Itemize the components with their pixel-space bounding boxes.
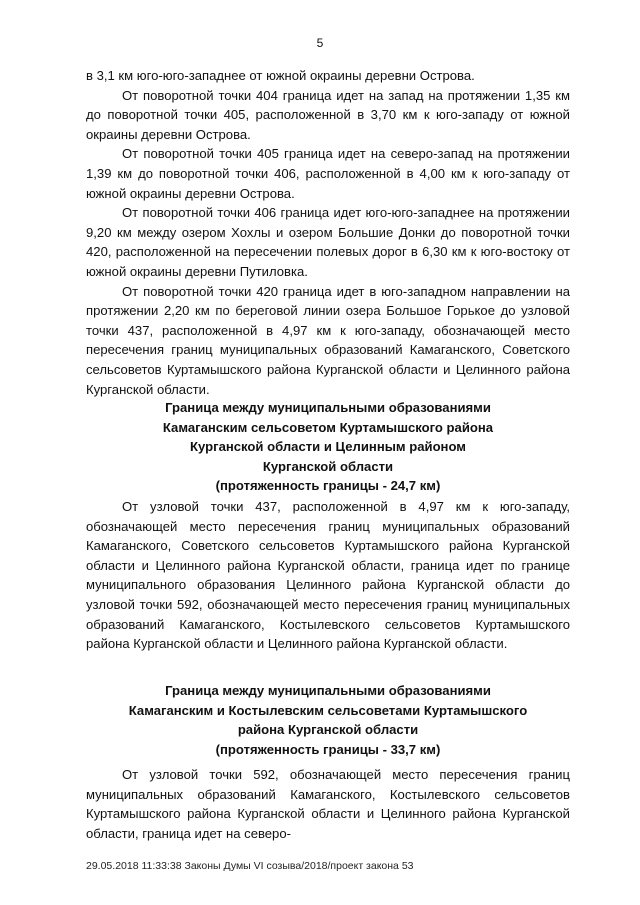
paragraph: От поворотной точки 405 граница идет на северо-запад на протяжении 1,39 км до поворотной точки 406, расположенной в 4,00 км к юго-западу от южной окраины деревни Острова. [86, 146, 570, 201]
document-footer: 29.05.2018 11:33:38 Законы Думы VI созыва/2018/проект закона 53 [86, 860, 414, 872]
section-c-text [86, 765, 570, 843]
heading-line: Курганской области и Целинным районом [190, 439, 466, 455]
heading-line-length: (протяженность границы - 24,7 км) [215, 478, 441, 494]
heading-line: Курганской области [262, 458, 394, 474]
heading-line: Камаганским и Костылевским сельсоветами Куртамышского [128, 702, 528, 718]
paragraph: в 3,1 км юго-юго-западнее от южной окраины деревни Острова. [86, 68, 475, 83]
paragraph: От поворотной точки 420 граница идет в юго-западном направлении на протяжении 2,20 км по береговой линии озера Большое Горькое до узловой точки 437, расположенной в 4,97 км к юго-западу, обозначающей место пересечения границ муниципальных образований Камаганского, Советского сельсоветов Куртамышского района Курганской области и Целинного района Курганской области. [86, 283, 570, 397]
section-b-text [86, 497, 570, 654]
section-a-text [86, 66, 570, 399]
heading-line: Граница между муниципальными образованиями [165, 400, 491, 415]
section-heading-kamagan-tselinny [86, 398, 570, 496]
heading-line: Граница между муниципальными образованиями [165, 683, 491, 698]
heading-line: Камаганским сельсоветом Куртамышского района [162, 419, 494, 435]
paragraph: От поворотной точки 404 граница идет на запад на протяжении 1,35 км до поворотной точки 405, расположенной в 3,70 км к юго-западу от южной окраины деревни Острова. [86, 87, 570, 142]
paragraph: От поворотной точки 406 граница идет юго-юго-западнее на протяжении 9,20 км между озером Хохлы и озером Большие Донки до поворотной точки 420, расположенной на пересечении полевых дорог в 6,30 км к юго-востоку от южной окраины деревни Путиловка. [86, 205, 570, 279]
heading-line: района Курганской области [237, 722, 419, 738]
heading-line-length: (протяженность границы - 33,7 км) [215, 741, 441, 757]
section-heading-kamagan-kostylevo [86, 681, 570, 759]
page-number: 5 [316, 36, 324, 50]
paragraph: От узловой точки 437, расположенной в 4,97 км к юго-западу, обозначающей место пересечения границ муниципальных образований Камаганского, Советского сельсоветов Куртамышского района Курганской области и Целинного района Курганской области, граница идет по границе муниципального образования Целинного района Курганской области до узловой точки 592, обозначающей место пересечения границ муниципальных образований Камаганского, Костылевского сельсоветов Куртамышского района Курганской области и Целинного района Курганской области. [86, 499, 570, 652]
paragraph: От узловой точки 592, обозначающей место пересечения границ муниципальных образований Камаганского, Костылевского сельсоветов Куртамышского района Курганской области и Целинного района Курганской области, граница идет на северо- [86, 767, 570, 841]
